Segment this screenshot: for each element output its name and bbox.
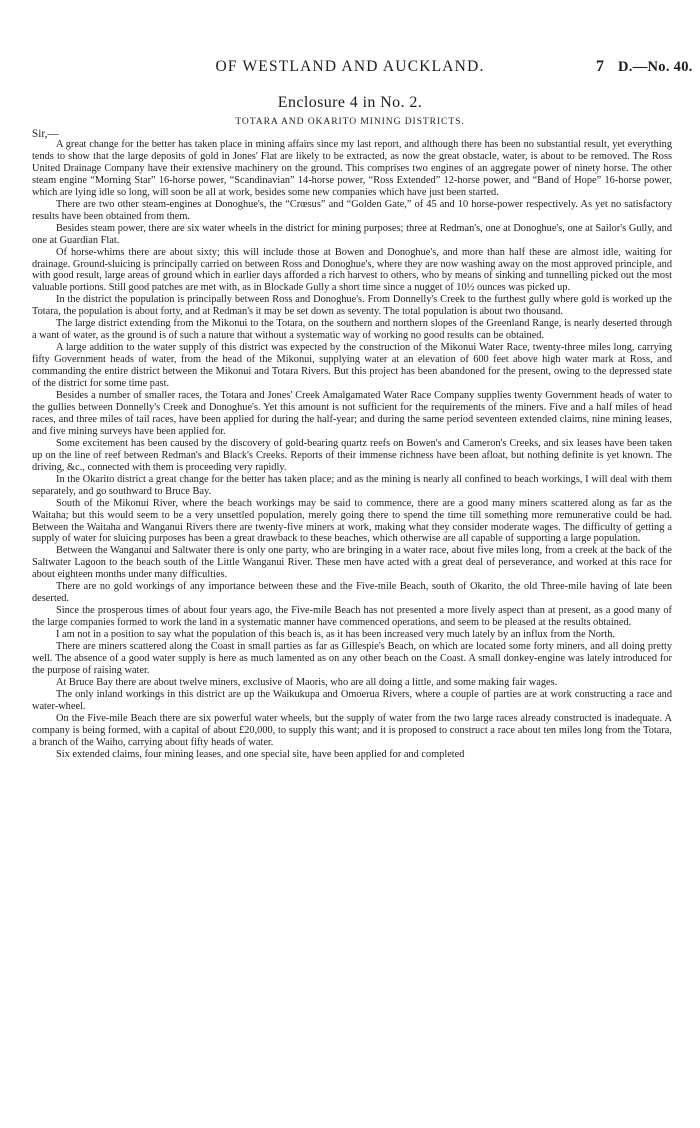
paragraph: Some excitement has been caused by the discovery of gold-bearing quartz reefs on Bowen's and Cameron's Creeks, and six leases have been taken up on the line of reef between Redman's and Black's Creeks. Reports of their immense richness have been afloat, but nothing definite is yet known. The driving, &c., connected with them is proceeding very rapidly. — [32, 437, 672, 473]
document-reference: D.—No. 40. — [618, 59, 693, 75]
paragraph: In the Okarito district a great change for the better has taken place; and as the mining is nearly all confined to beach workings, I will deal with them separately, and go southward to Bruce Bay. — [32, 473, 672, 497]
salutation: Sir,— — [32, 128, 59, 140]
paragraph: Of horse-whims there are about sixty; this will include those at Bowen and Donoghue's, and more than half these are almost idle, waiting for drainage. Ground-sluicing is principally carried on between Ross and Donoghue's, where they are now washing away on the most approved principle, and with good result, large areas of ground which in earlier days afforded a rich harvest to others, who by means of sinking and tunnelling picked out the most valuable portions. Still good patches are met with, as in Blockade Gully a short time since a nugget of 10½ ounces was picked up. — [32, 246, 672, 294]
enclosure-heading: Enclosure 4 in No. 2. — [277, 94, 423, 111]
paragraph: At Bruce Bay there are about twelve miners, exclusive of Maoris, who are all doing a little, and some making fair wages. — [56, 676, 558, 688]
running-head — [0, 58, 700, 78]
paragraph: The only inland workings in this district are up the Waikukupa and Omoerua Rivers, where a couple of parties are at work constructing a race and water-wheel. — [32, 688, 672, 712]
paragraph: Besides steam power, there are six water wheels in the district for mining purposes; three at Redman's, one at Donoghue's, one at Sailor's Gully, and one at Guardian Flat. — [32, 222, 672, 246]
paragraph: A great change for the better has taken place in mining affairs since my last report, and although there has been no substantial result, yet everything tends to show that the large deposits of gold in Jones' Flat are likely to be extracted, as now the great obstacle, water, is about to be removed. The Ross United Drainage Company have their extensive machinery on the ground. This comprises two engines of an aggregate power of ninety horse. The other steam engine “Morning Star” 16-horse power, “Scandinavian” 14-horse power, “Ross Extended” 12-horse power, and “Band of Hope” 16-horse power, which are lying idle so long, will soon be all at work, besides some new companies which have just been started. — [32, 139, 672, 198]
paragraph: I am not in a position to say what the population of this beach is, as it has been increased very much lately by an influx from the North. — [56, 629, 616, 641]
paragraph: Six extended claims, four mining leases, and one special site, have been applied for and completed — [56, 748, 465, 760]
paragraph: There are miners scattered along the Coast in small parties as far as Gillespie's Beach, on which are located some forty miners, and all doing pretty well. The absence of a good water supply is here as much lamented as on any other beach on the Coast. A small donkey-engine was lately introduced for the purpose of raising water. — [32, 641, 672, 676]
paragraph: A large addition to the water supply of this district was expected by the construction of the Mikonui Water Race, twenty-three miles long, carrying fifty Government heads of water, from the head of the Mikonui, supplying water at an elevation of 600 feet above high water mark at Ross, and commanding the entire district between the Mikonui and Totara Rivers. But this project has been abandoned for the present, owing to the depressed state of the district for some time past. — [32, 342, 672, 390]
report-body — [32, 139, 672, 761]
paragraph: In the district the population is principally between Ross and Donoghue's. From Donnelly's Creek to the furthest gully where gold is worked up the Totara, the population is about forty, and at Redman's it may be set down as seventy. The total population is about two thousand. — [32, 294, 672, 318]
page-number: 7 — [596, 58, 604, 75]
paragraph: Besides a number of smaller races, the Totara and Jones' Creek Amalgamated Water Race Company supplies twenty Government heads of water to the gullies between Donnelly's Creek and Donoghue's. Yet this amount is not sufficient for the requirements of the miners. Five and a half miles of head races, and three miles of tail races, have been applied for during the half-year; and during the same period seventeen extended claims, nine mining leases, and five mining surveys have been applied for. — [32, 390, 672, 437]
paragraph: Between the Wanganui and Saltwater there is only one party, who are bringing in a water race, about five miles long, from a creek at the back of the Saltwater Lagoon to the beach south of the Little Wanganui River. These men have acted with a great deal of perseverance, and worked at this race for about eighteen months under many difficulties. — [32, 545, 672, 581]
section-subheading: TOTARA AND OKARITO MINING DISTRICTS. — [235, 116, 465, 127]
paragraph: On the Five-mile Beach there are six powerful water wheels, but the supply of water from the two large races already constructed is inadequate. A company is being formed, with a capital of about £20,000, to supply this want; and it is proposed to construct a race about ten miles long from the Totara, a branch of the Waiho, carrying about fifty heads of water. — [32, 712, 672, 748]
paragraph: There are two other steam-engines at Donoghue's, the “Crœsus” and “Golden Gate,” of 45 and 10 horse-power respectively. As yet no satisfactory results have been obtained from them. — [32, 198, 672, 222]
paragraph: There are no gold workings of any importance between these and the Five-mile Beach, south of Okarito, the old Three-mile having of late been deserted. — [32, 581, 672, 605]
paragraph: Since the prosperous times of about four years ago, the Five-mile Beach has not presented a more lively aspect than at present, as a good many of the large companies formed to work the land in a systematic manner have commenced operations, and seem to be pleased at the results obtained. — [32, 605, 672, 629]
running-title: OF WESTLAND AND AUCKLAND. — [215, 58, 485, 75]
paragraph: The large district extending from the Mikonui to the Totara, on the southern and northern slopes of the Greenland Range, is nearly deserted through a want of water, as the ground is of such a nature that without a systematic way of working no good results can be obtained. — [32, 318, 672, 342]
paragraph: South of the Mikonui River, where the beach workings may be said to commence, there are a good many miners scattered along as far as the Waitaha; but this would seem to be a very unsettled population, merely going there to spend the time till something more remunerative could be had. Between the Waitaha and Wanganui Rivers there are twenty-five miners at work, making what they consider moderate wages. The difficulty of getting a supply of water for sluicing purposes has been a great drawback to these beaches, which otherwise are all capable of supporting a large population. — [32, 497, 672, 545]
